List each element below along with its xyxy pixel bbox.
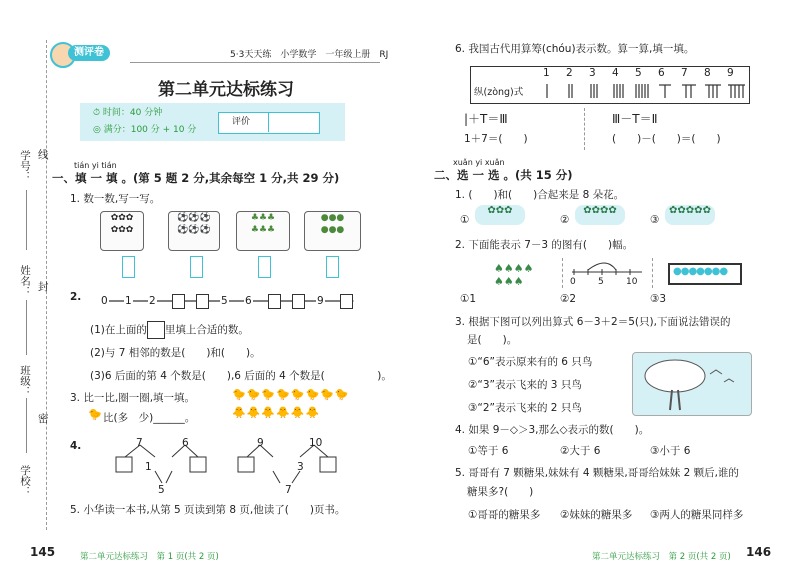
blank-line-2 xyxy=(26,300,27,355)
rod-label: 纵(zòng)式 xyxy=(474,87,524,98)
c2-opt-2[interactable]: ②2 xyxy=(560,293,577,305)
q1-answer-3[interactable] xyxy=(258,256,271,278)
header-series: 5·3天天练 小学数学 一年级上册 RJ xyxy=(230,50,389,60)
q6-eq1: |＋T＝Ⅲ xyxy=(464,112,508,126)
rod-number: 1 xyxy=(543,67,550,79)
c4-text: 4. 如果 9－◇＞3,那么◇表示的数( )。 xyxy=(455,424,650,436)
rod-number: 3 xyxy=(589,67,596,79)
q6-eq2: Ⅲ－T＝Ⅱ xyxy=(612,112,658,126)
number-line-box[interactable] xyxy=(196,294,209,309)
q2-a-text xyxy=(90,321,249,339)
sec1-pinyin: tián yi tián xyxy=(74,161,117,170)
c2-divider-1 xyxy=(562,258,563,288)
c1-opt-2[interactable]: ② xyxy=(560,214,570,226)
page-title: 第二单元达标练习 xyxy=(158,80,294,100)
q4-num: 4. xyxy=(70,440,82,452)
c3-text-2: 是( )。 xyxy=(467,334,518,346)
c3-tree-icon xyxy=(640,356,740,412)
q2-a-part1: (1)在上面的 xyxy=(90,324,147,336)
c1-flowers-3: ✿✿✿✿✿ xyxy=(665,205,715,225)
margin-cut-2: 封 xyxy=(38,281,49,293)
eval-divider xyxy=(268,112,269,132)
c1-text: 1. ( )和( )合起来是 8 朵花。 xyxy=(455,189,625,201)
q2-c-text: (3)6 后面的第 4 个数是( ),6 后面的 4 个数是( )。 xyxy=(90,370,392,382)
c5-text-2: 糖果多?( ) xyxy=(467,486,534,498)
page-number-right: 146 xyxy=(746,545,772,559)
q4-top-1: 7 xyxy=(136,437,143,449)
c5-opt-3[interactable]: ③两人的糖果同样多 xyxy=(650,509,744,521)
c2-opt-3[interactable]: ③3 xyxy=(650,293,667,305)
q4-top-4: 10 xyxy=(309,437,323,449)
q1-text: 1. 数一数,写一写。 xyxy=(70,193,161,205)
rod-number: 9 xyxy=(727,67,734,79)
number-line-box[interactable] xyxy=(268,294,281,309)
c5-opt-1[interactable]: ①哥哥的糖果多 xyxy=(468,509,541,521)
rod-number: 5 xyxy=(635,67,642,79)
number-line-labels xyxy=(100,294,350,310)
c5-opt-2[interactable]: ②妹妹的糖果多 xyxy=(560,509,633,521)
info-time: ⏱ 时间：40 分钟 xyxy=(93,108,163,118)
rod-number: 7 xyxy=(681,67,688,79)
blank-line-1 xyxy=(26,190,27,250)
q6-text: 6. 我国古代用算筹(chóu)表示数。算一算,填一填。 xyxy=(455,43,695,55)
q4-mid-2: 3 xyxy=(297,461,304,473)
number-line-label: 6 xyxy=(245,295,252,307)
q3-compare: 比(多 少)______。 xyxy=(103,412,196,424)
c2-pic-leaves: ♠♠♠♠ ♠♠♠ xyxy=(494,262,534,288)
q4-bottom-2: 7 xyxy=(285,484,292,496)
q2-num: 2. xyxy=(70,291,82,303)
margin-class: 班级： xyxy=(19,365,31,397)
number-line-box[interactable] xyxy=(340,294,353,309)
number-line-label: 9 xyxy=(317,295,324,307)
q6-eq1-answer: 1＋7＝( ) xyxy=(464,133,528,145)
c2-text: 2. 下面能表示 7－3 的图有( )幅。 xyxy=(455,239,634,251)
q5-text: 5. 小华读一本书,从第 5 页读到第 8 页,他读了( )页书。 xyxy=(70,504,346,516)
q4-bottom-1: 5 xyxy=(158,484,165,496)
c3-opt-3[interactable]: ③“2”表示飞来的 2 只鸟 xyxy=(468,402,582,414)
q1-picture-1: ✿✿✿ ✿✿✿ xyxy=(100,211,144,251)
q4-top-2: 6 xyxy=(182,437,189,449)
sec2-pinyin: xuǎn yi xuǎn xyxy=(453,158,505,167)
c2-divider-2 xyxy=(652,258,653,288)
badge: 测评卷 xyxy=(68,45,110,61)
header-rule xyxy=(130,62,380,63)
rod-number: 6 xyxy=(658,67,665,79)
footer-right: 第二单元达标练习 第 2 页(共 2 页) xyxy=(592,552,731,562)
c3-text: 3. 根据下图可以列出算式 6－3＋2＝5(只),下面说法错误的 xyxy=(455,316,731,328)
footer-left: 第二单元达标练习 第 1 页(共 2 页) xyxy=(80,552,219,562)
c1-flowers-2: ✿✿✿✿ xyxy=(575,205,625,225)
q3-text: 3. 比一比,圈一圈,填一填。 xyxy=(70,392,196,404)
q4-mid-1: 1 xyxy=(145,461,152,473)
rod-number: 8 xyxy=(704,67,711,79)
c5-text: 5. 哥哥有 7 颗糖果,妹妹有 4 颗糖果,哥哥给妹妹 2 颗后,谁的 xyxy=(455,467,739,479)
page-number-left: 145 xyxy=(30,545,56,559)
q6-eq2-answer: ( )－( )＝( ) xyxy=(612,133,721,145)
c4-opt-1[interactable]: ①等于 6 xyxy=(468,445,509,457)
q3-chick-icon: 🐤 xyxy=(88,408,102,421)
q1-answer-4[interactable] xyxy=(326,256,339,278)
q2-b-text: (2)与 7 相邻的数是( )和( )。 xyxy=(90,347,261,359)
q4-top-3: 9 xyxy=(257,437,264,449)
sec2-heading: 二、选 一 选 。(共 15 分) xyxy=(434,168,573,182)
c2-opt-1[interactable]: ①1 xyxy=(460,293,477,305)
margin-cut-3: 密 xyxy=(38,413,49,425)
q1-picture-2: ⚽⚽⚽ ⚽⚽⚽ xyxy=(168,211,220,251)
number-line-box[interactable] xyxy=(292,294,305,309)
sec1-heading: 一、填 一 填 。(第 5 题 2 分,其余每空 1 分,共 29 分) xyxy=(52,171,340,185)
number-line-label: 5 xyxy=(221,295,228,307)
c2-scale-labels xyxy=(568,275,648,287)
q2-a-part2: 里填上合适的数。 xyxy=(164,324,249,336)
q1-picture-4: ●●● ●●● xyxy=(304,211,361,251)
blank-line-3 xyxy=(26,398,27,453)
rod-number: 2 xyxy=(566,67,573,79)
c1-flowers-1: ✿✿✿ xyxy=(475,205,525,225)
c3-opt-2[interactable]: ②“3”表示飞来的 3 只鸟 xyxy=(468,379,582,391)
c2-scale-label: 5 xyxy=(598,277,604,287)
rod-number: 4 xyxy=(612,67,619,79)
q1-picture-3: ♣♣♣ ♣♣♣ xyxy=(236,211,290,251)
number-line-label: 0 xyxy=(101,295,108,307)
q6-divider xyxy=(584,108,585,150)
rod-numbers xyxy=(535,66,745,80)
number-line-box[interactable] xyxy=(172,294,185,309)
q1-answer-1[interactable] xyxy=(122,256,135,278)
c3-opt-1[interactable]: ①“6”表示原来有的 6 只鸟 xyxy=(468,356,593,368)
margin-school: 学校： xyxy=(19,465,31,497)
margin-name: 姓名： xyxy=(19,265,31,297)
q1-answer-2[interactable] xyxy=(190,256,203,278)
c1-opt-3[interactable]: ③ xyxy=(650,214,660,226)
c2-scale-label: 10 xyxy=(626,277,638,287)
c4-opt-3[interactable]: ③小于 6 xyxy=(650,445,691,457)
c1-opt-1[interactable]: ① xyxy=(460,214,470,226)
q3-chickens: 🐤🐤🐤🐤🐤🐤🐤🐤 xyxy=(232,388,350,401)
rod-symbols xyxy=(535,82,747,100)
q2-a-box-icon xyxy=(147,321,165,339)
number-line-label: 1 xyxy=(125,295,132,307)
info-score: ◎ 满分：100 分 + 10 分 xyxy=(93,125,197,135)
q3-ducks: 🐥🐥🐥🐥🐥🐥 xyxy=(232,406,321,419)
c4-opt-2[interactable]: ②大于 6 xyxy=(560,445,601,457)
number-line-label: 2 xyxy=(149,295,156,307)
eval-label: 评价 xyxy=(232,117,251,127)
margin-cut-1: 线 xyxy=(38,149,49,161)
c2-abacus-beads: ●●●●●●● xyxy=(673,266,728,277)
c2-scale-label: 0 xyxy=(570,277,576,287)
margin-student-no: 学号： xyxy=(19,150,31,182)
